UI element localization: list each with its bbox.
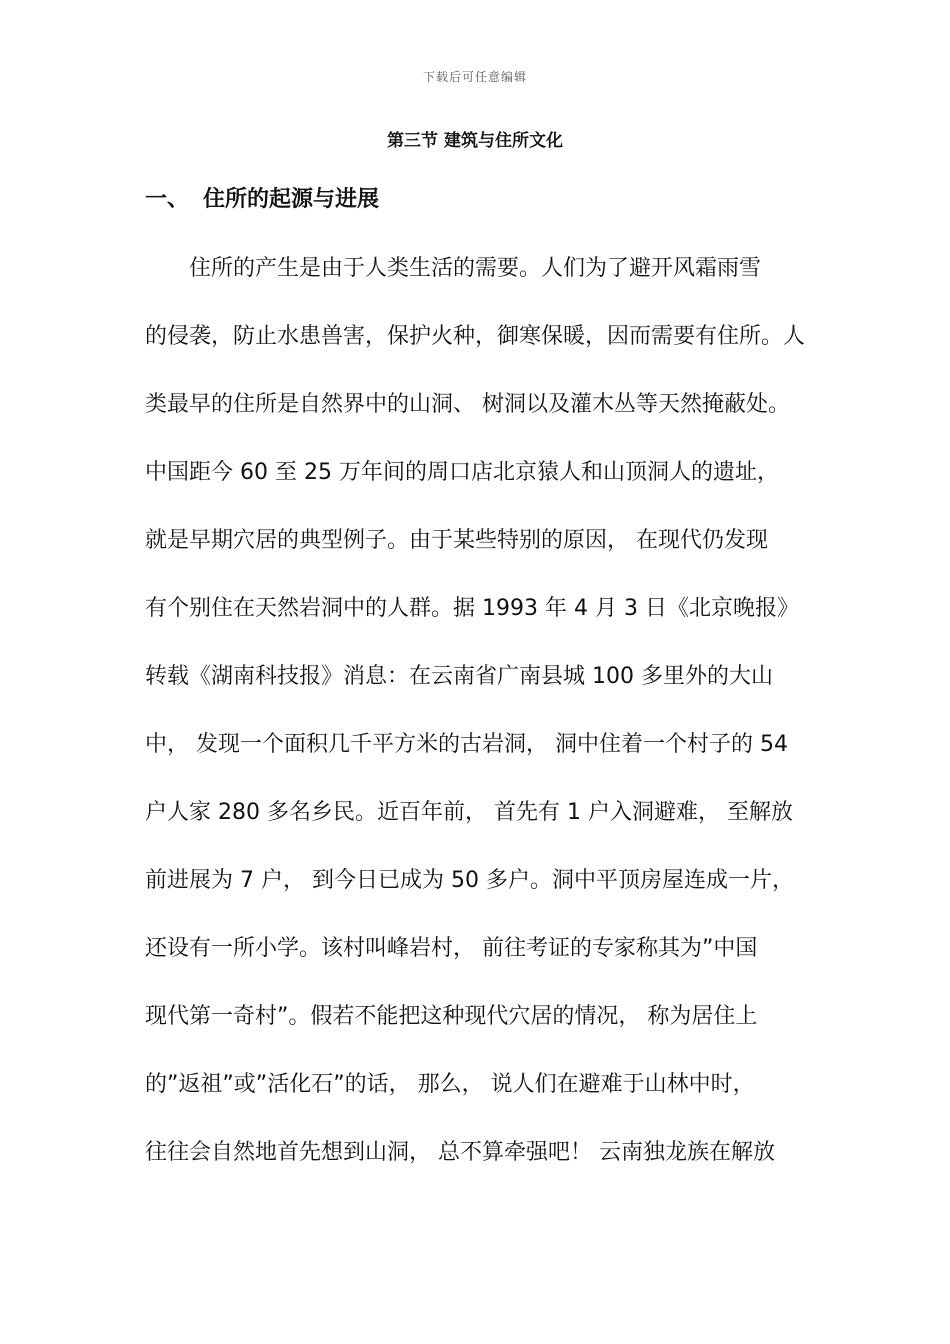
- body-line: 往往会自然地首先想到山洞， 总不算牵强吧！ 云南独龙族在解放: [145, 1140, 775, 1165]
- body-line: 的侵袭，防止水患兽害，保护火种，御寒保暖，因而需要有住所。人: [145, 324, 806, 349]
- body-line: 转载《湖南科技报》消息：在云南省广南县城 100 多里外的大山: [145, 664, 773, 689]
- body-line: 还设有一所小学。该村叫峰岩村， 前往考证的专家称其为”中国: [145, 936, 758, 961]
- body-line: 有个别住在天然岩洞中的人群。据 1993 年 4 月 3 日《北京晚报》: [145, 596, 799, 621]
- body-line: 户人家 280 多名乡民。近百年前， 首先有 1 户入洞避难， 至解放: [145, 800, 793, 825]
- body-line: 住所的产生是由于人类生活的需要。人们为了避开风霜雨雪: [189, 256, 762, 281]
- body-line: 的”返祖”或”活化石”的话， 那么， 说人们在避难于山林中时，: [145, 1072, 755, 1097]
- body-line: 中国距今 60 至 25 万年间的周口店北京猿人和山顶洞人的遗址，: [145, 460, 779, 485]
- body-line: 类最早的住所是自然界中的山洞、 树洞以及灌木丛等天然掩蔽处。: [145, 392, 790, 417]
- body-line: 前进展为 7 户， 到今日已成为 50 多户。洞中平顶房屋连成一片，: [145, 868, 794, 893]
- body-line: 现代第一奇村”。假若不能把这种现代穴居的情况， 称为居住上: [145, 1004, 758, 1029]
- chapter-heading: [145, 182, 379, 213]
- body-line: 就是早期穴居的典型例子。由于某些特别的原因， 在现代仍发现: [145, 528, 768, 553]
- body-line: 中， 发现一个面积几千平方米的古岩洞， 洞中住着一个村子的 54: [145, 732, 788, 757]
- heading-number: 一、: [145, 187, 190, 212]
- heading-text: 住所的起源与进展: [203, 187, 380, 212]
- header-note: 下载后可任意编辑: [422, 70, 527, 84]
- body-paragraph: [145, 247, 825, 1199]
- section-title: 第三节 建筑与住所文化: [387, 131, 563, 151]
